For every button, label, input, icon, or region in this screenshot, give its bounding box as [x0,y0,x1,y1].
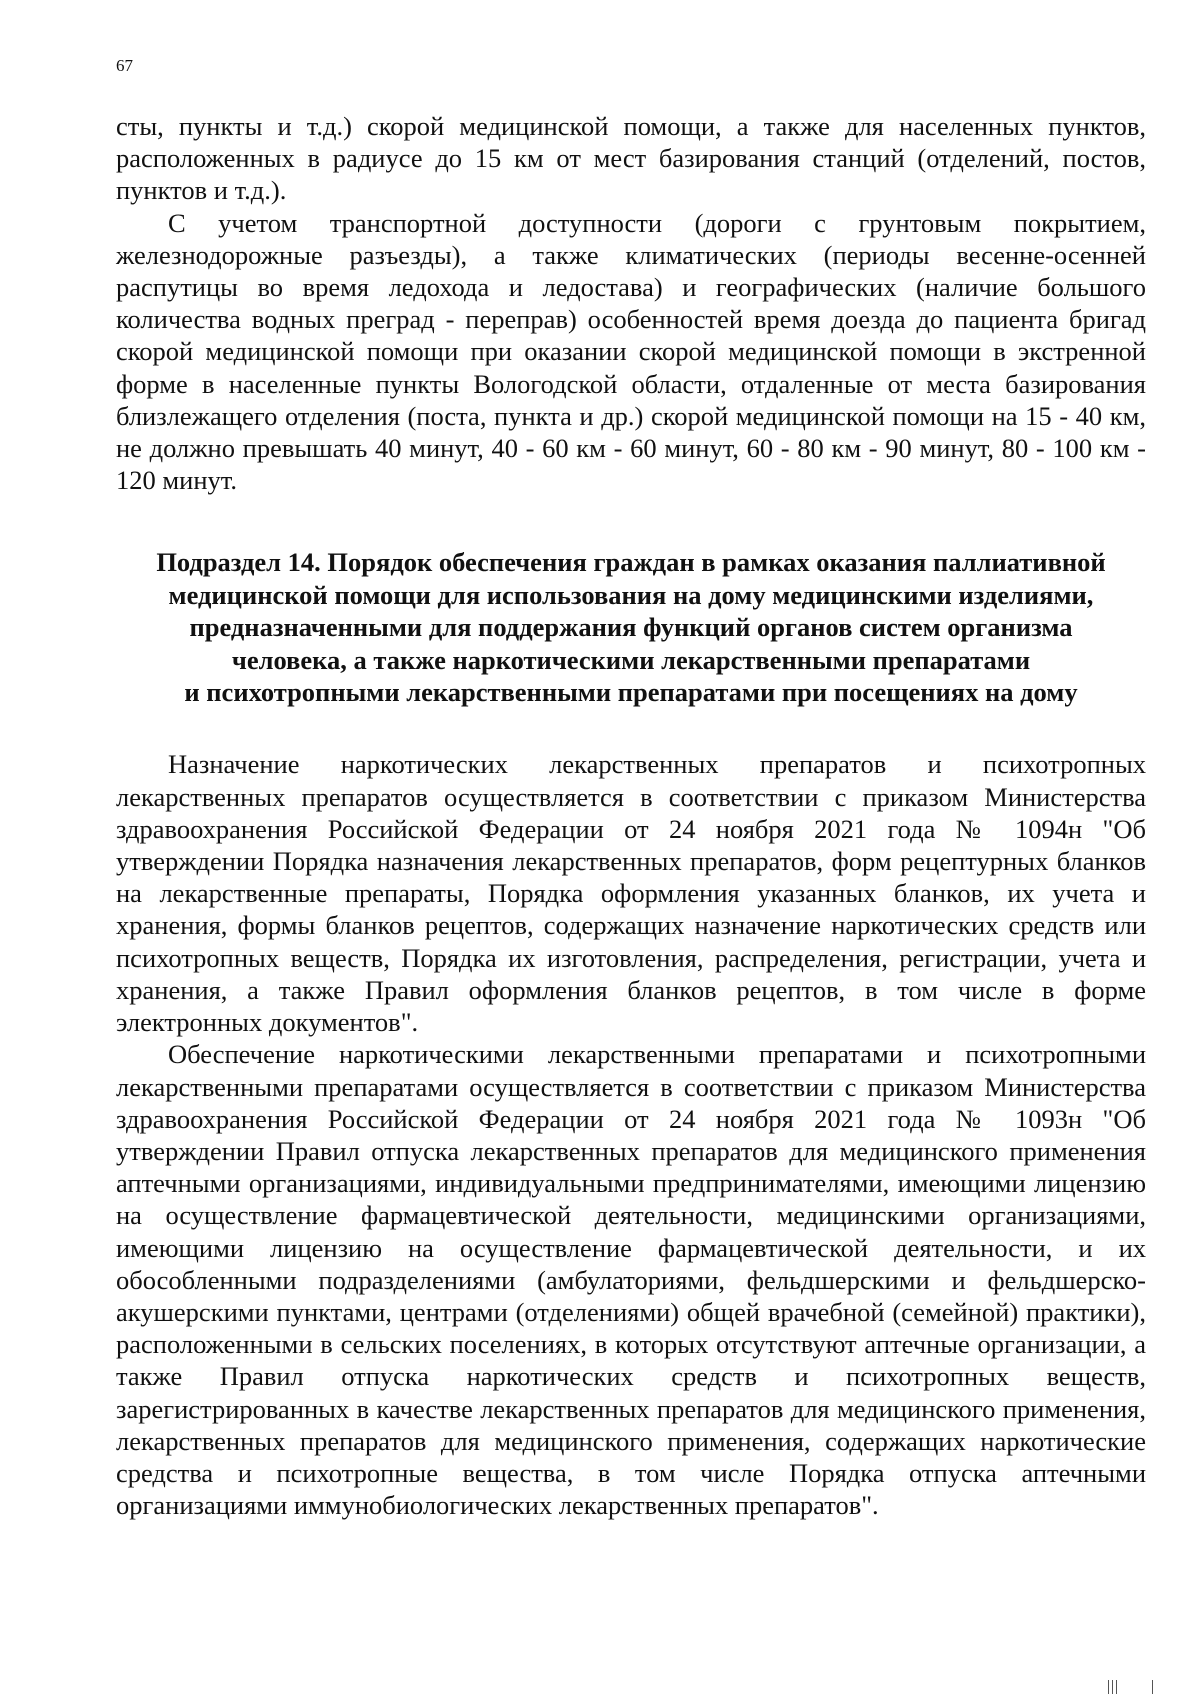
page-number: 67 [116,56,133,75]
heading-line: медицинской помощи для использования на дому медицинскими изделиями, [168,579,1094,610]
paragraph-continuation: сты, пункты и т.д.) скорой медицинской помощи, а также для населенных пунктов, расположенных в радиусе до 15 км от мест базирования станций (отделений, постов, пунктов и т.д.). [116,111,1146,206]
scan-marks-decoration [1100,1680,1160,1694]
paragraph-transport-access: С учетом транспортной доступности (дороги с грунтовым покрытием, железнодорожные разъезды), а также климатических (периоды весенне-осенней распутицы во время ледохода и ледостава) и географических (наличие большого количества водных преград - переправ) особенностей время доезда до пациента бригад скорой медицинской помощи при оказании скорой медицинской помощи в экстренной форме в населенные пункты Вологодской области, отдаленные от места базирования близлежащего отделения (поста, пункта и др.) скорой медицинской помощи на 15 - 40 км, не должно превышать 40 минут, 40 - 60 км - 60 минут, 60 - 80 км - 90 минут, 80 - 100 км - 120 минут. [116,207,1146,496]
section-heading [116,546,1146,708]
paragraph-prescription: Назначение наркотических лекарственных препаратов и психотропных лекарственных препаратов осуществляется в соответствии с приказом Министерства здравоохранения Российской Федерации от 24 ноября 2021 года № 1094н "Об утверждении Порядка назначения лекарственных препаратов, форм рецептурных бланков на лекарственные препараты, Порядка оформления указанных бланков, их учета и хранения, формы бланков рецептов, содержащих назначение наркотических средств или психотропных веществ, Порядка их изготовления, распределения, регистрации, учета и хранения, а также Правил оформления бланков рецептов, в том числе в форме электронных документов". [116,749,1146,1038]
heading-line: Подраздел 14. Порядок обеспечения граждан в рамках оказания паллиативной [156,547,1106,578]
heading-line: человека, а также наркотическими лекарственными препаратами [231,644,1031,675]
heading-line: и психотропными лекарственными препаратами при посещениях на дому [184,677,1078,708]
page-body [116,110,1146,1521]
paragraph-dispensing: Обеспечение наркотическими лекарственными препаратами и психотропными лекарственными препаратами осуществляется в соответствии с приказом Министерства здравоохранения Российской Федерации от 24 ноября 2021 года № 1093н "Об утверждении Правил отпуска лекарственных препаратов для медицинского применения аптечными организациями, индивидуальными предпринимателями, имеющими лицензию на осуществление фармацевтической деятельности, медицинскими организациями, имеющими лицензию на осуществление фармацевтической деятельности, и их обособленными подразделениями (амбулаториями, фельдшерскими и фельдшерско-акушерскими пунктами, центрами (отделениями) общей врачебной (семейной) практики), расположенными в сельских поселениях, в которых отсутствуют аптечные организации, а также Правил отпуска наркотических средств и психотропных веществ, зарегистрированных в качестве лекарственных препаратов для медицинского применения, лекарственных препаратов для медицинского применения, содержащих наркотические средства и психотропные вещества, в том числе Порядка отпуска аптечными организациями иммунобиологических лекарственных препаратов". [116,1039,1146,1521]
heading-line: предназначенными для поддержания функций органов систем организма [189,612,1073,643]
